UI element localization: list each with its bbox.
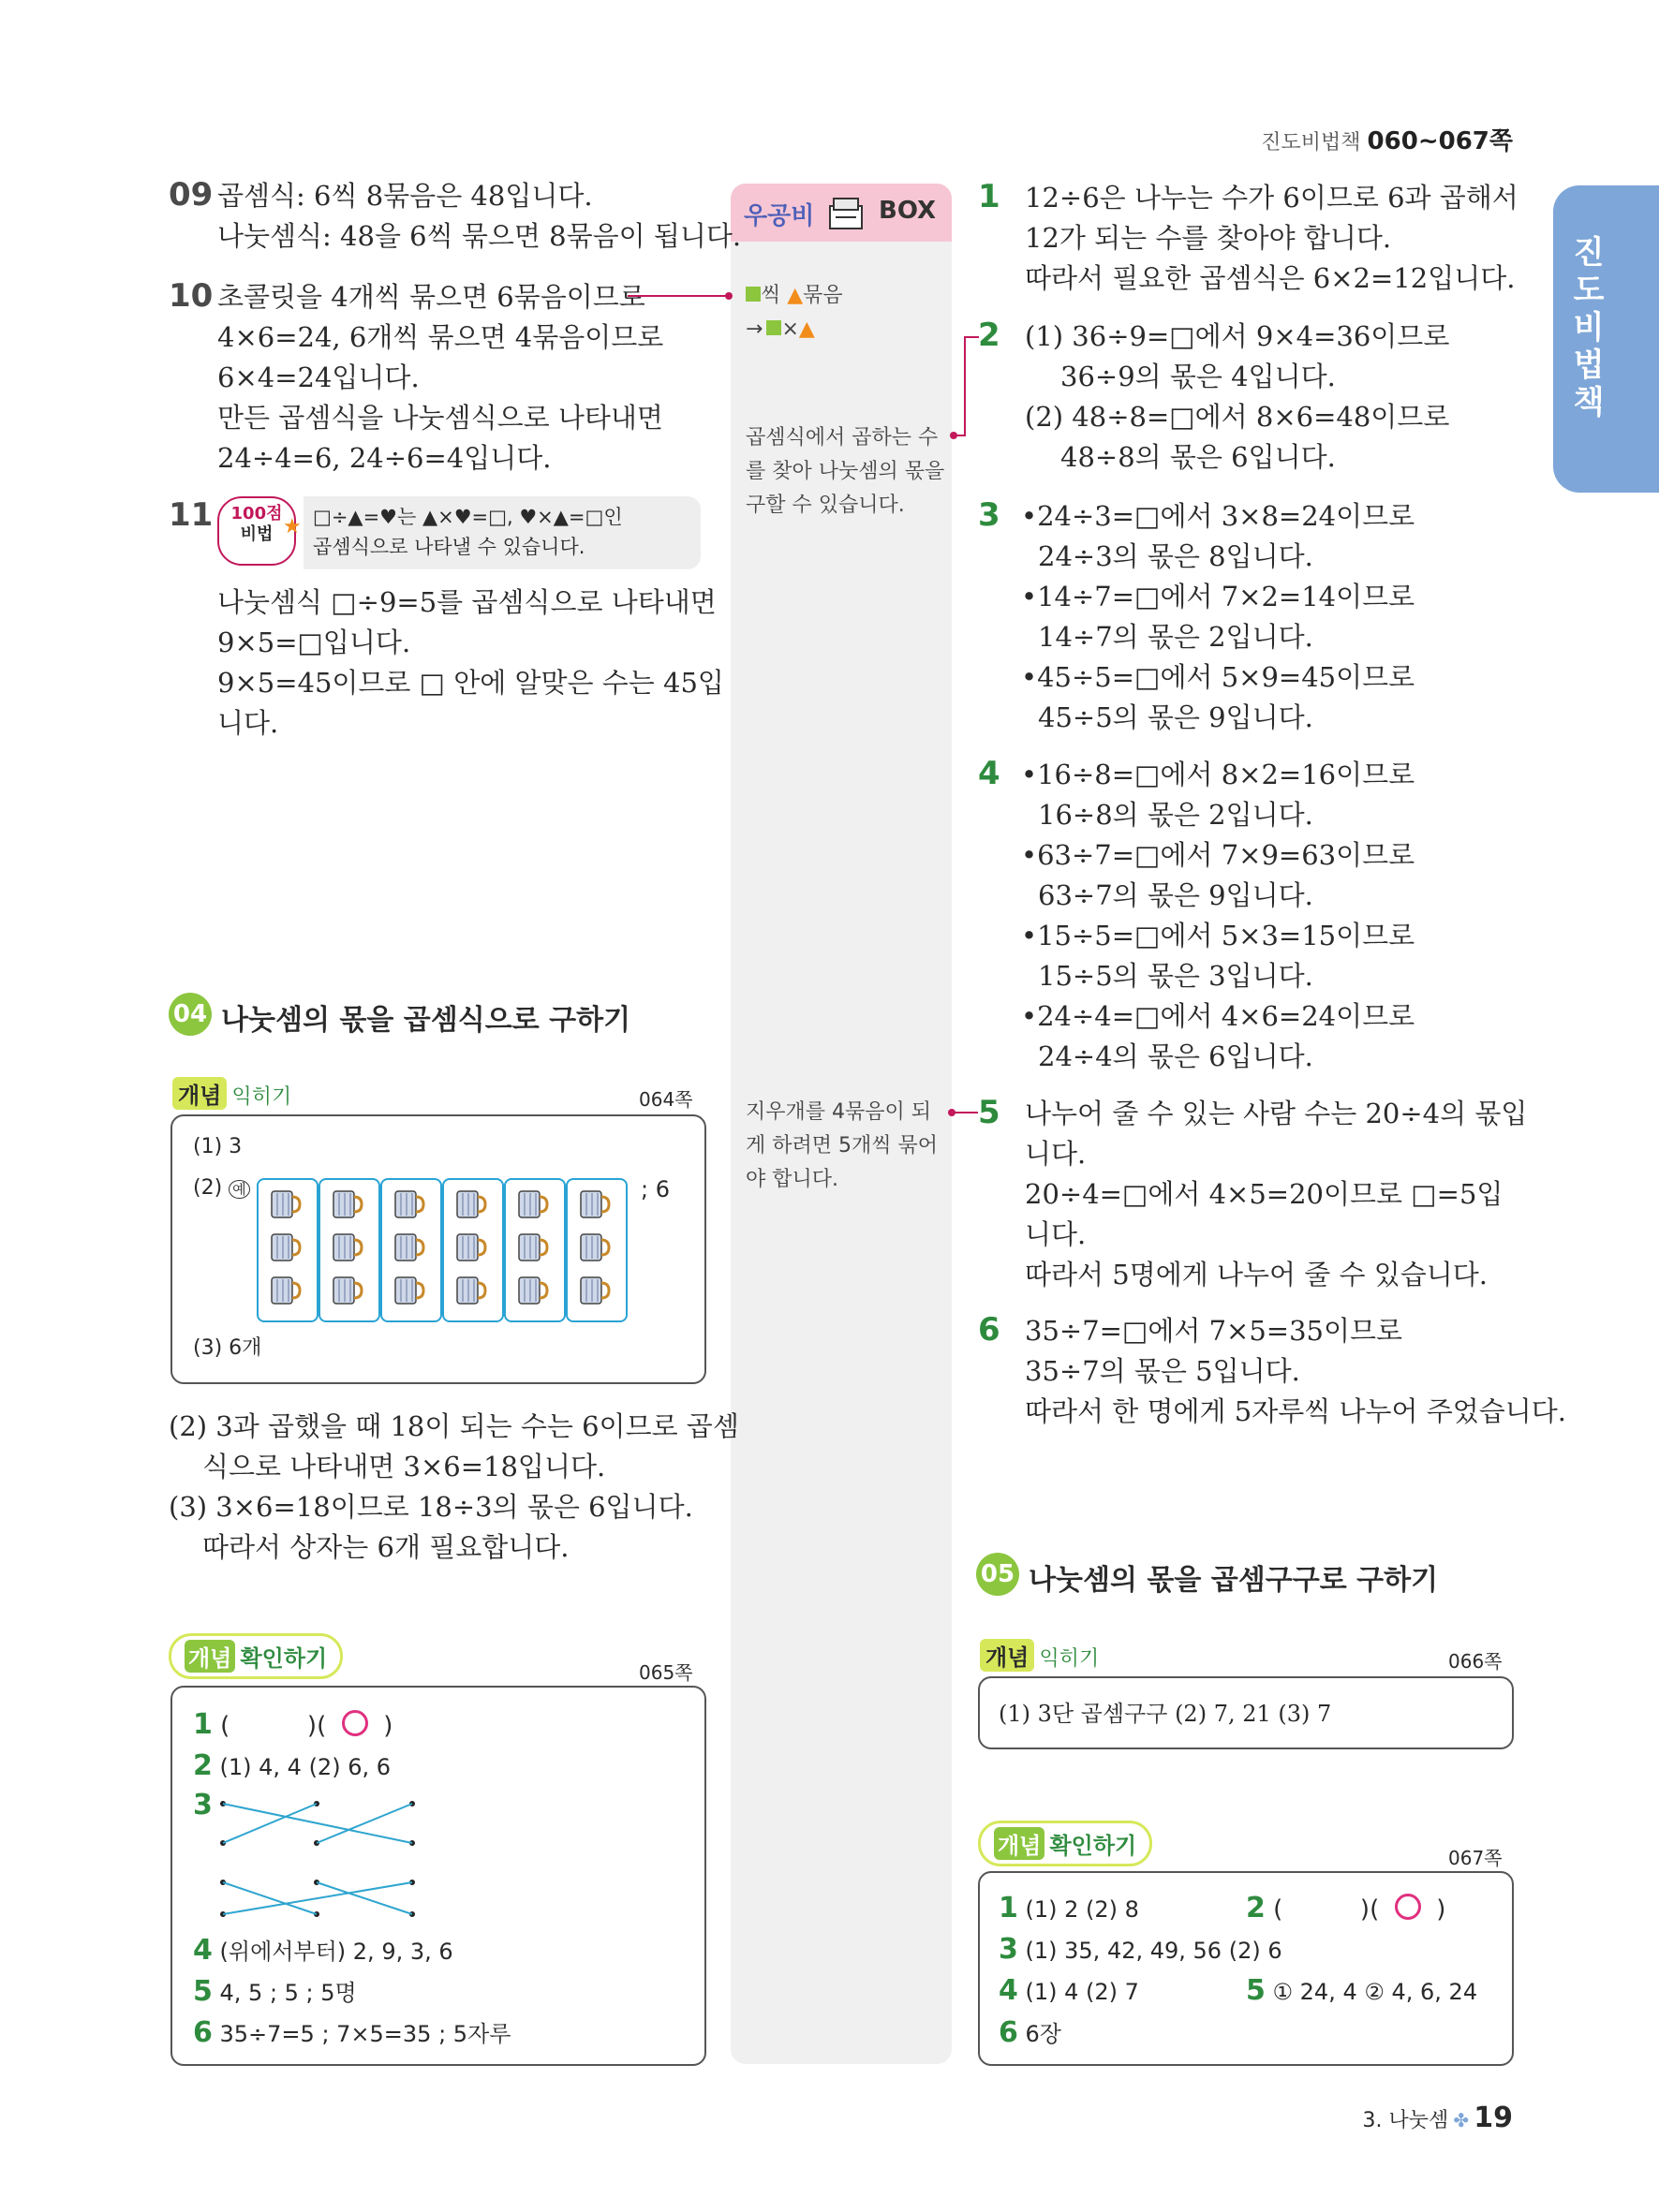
item-text: (1) 4 (2) 7	[1025, 1979, 1139, 2005]
text-line: 니다.	[1025, 1138, 1087, 1170]
circle-mark	[342, 1710, 368, 1736]
text-line: 48÷8의 몫은 6입니다.	[1060, 441, 1336, 473]
cup-icon	[332, 1231, 363, 1264]
text-line: 24÷4=6, 24÷6=4입니다.	[217, 442, 552, 474]
item-text: ① 24, 4 ② 4, 6, 24	[1272, 1979, 1478, 2005]
item-number: 1	[193, 1708, 213, 1741]
text-line: 14÷7의 몫은 2입니다.	[1038, 621, 1313, 653]
note1-c: →	[746, 317, 763, 341]
q2-number: 2	[978, 317, 1000, 354]
text-line: 따라서 한 명에게 5자루씩 나누어 주었습니다.	[1025, 1395, 1567, 1427]
q10-number: 10	[169, 277, 214, 315]
text-line: 나누어 줄 수 있는 사람 수는 20÷4의 몫입	[1025, 1098, 1528, 1129]
box065-tag	[169, 1633, 343, 1679]
text-line: 4×6=24, 6개씩 묶으면 4묶음이므로	[217, 321, 664, 353]
q5-number: 5	[978, 1094, 1000, 1131]
middle-title-box: BOX	[879, 197, 937, 225]
text-line: 63÷7의 몫은 9입니다.	[1038, 879, 1313, 911]
text-line: 36÷9의 몫은 4입니다.	[1060, 361, 1336, 392]
star-icon: ★	[283, 515, 302, 538]
q09-number: 09	[169, 176, 214, 214]
text-line: 따라서 상자는 6개 필요합니다.	[202, 1531, 570, 1563]
box067	[978, 1871, 1514, 2066]
page-ref-label: 진도비법책	[1261, 131, 1361, 155]
cup-group	[380, 1178, 442, 1322]
text-line: 나눗셈식 □÷9=5를 곱셈식으로 나타내면	[217, 586, 717, 618]
text-line: 초콜릿을 4개씩 묶으면 6묶음이므로	[217, 281, 645, 313]
text-line: •63÷7=□에서 7×9=63이므로	[1021, 839, 1415, 871]
item-text: (1) 4, 4 (2) 6, 6	[219, 1754, 391, 1780]
tip-text	[304, 496, 701, 569]
tip-box	[217, 496, 704, 573]
badge-top: 100점	[230, 504, 283, 524]
box065-page: 065쪽	[639, 1661, 693, 1684]
text-line: 만든 곱셈식을 나눗셈식으로 나타내면	[217, 402, 663, 434]
note-line: 구할 수 있습니다.	[746, 494, 905, 517]
example-mark: 예	[229, 1180, 250, 1199]
item-number: 2	[193, 1749, 213, 1782]
item-text: )	[367, 1712, 393, 1740]
note1-a: 씩	[761, 284, 788, 307]
cup-icon	[270, 1231, 302, 1264]
page-number: 19	[1474, 2101, 1513, 2134]
text-line: •24÷3=□에서 3×8=24이므로	[1021, 500, 1415, 532]
text-line: 따라서 필요한 곱셈식은 6×2=12입니다.	[1025, 262, 1516, 294]
text-line: (2) 48÷8=□에서 8×6=48이므로	[1025, 401, 1450, 433]
text-line: 식으로 나타내면 3×6=18입니다.	[202, 1451, 606, 1482]
text-line: 12÷6은 나누는 수가 6이므로 6과 곱해서	[1025, 182, 1518, 214]
cup-group	[566, 1178, 628, 1322]
cup-icon	[517, 1274, 549, 1307]
note1-d: ×	[781, 317, 799, 341]
note-line: 를 찾아 나눗셈의 몫을	[746, 460, 945, 483]
cup-group	[257, 1178, 318, 1322]
box064-explanation	[169, 1407, 739, 1568]
cup-icon	[455, 1187, 487, 1221]
tag-check: 확인하기	[240, 1645, 328, 1672]
answer-3: (3) 6개	[193, 1336, 262, 1360]
badge-bottom: 비법	[240, 524, 274, 544]
diamond-icon: ✤	[1453, 2109, 1470, 2131]
text-line: 나눗셈식: 48을 6씩 묶으면 8묶음이 됩니다.	[217, 220, 742, 252]
item-number: 1	[999, 1892, 1018, 1924]
box066-page: 066쪽	[1448, 1650, 1503, 1673]
box066-tag	[980, 1639, 1099, 1672]
cup-icon	[517, 1231, 549, 1264]
item-text: (1) 35, 42, 49, 56 (2) 6	[1025, 1938, 1282, 1964]
text-line: 24÷3의 몫은 8입니다.	[1038, 540, 1313, 572]
tag-check: 확인하기	[1049, 1833, 1137, 1859]
side-tab-char: 법	[1573, 347, 1605, 384]
footer	[1363, 2101, 1513, 2134]
text-line: 따라서 5명에게 나누어 줄 수 있습니다.	[1025, 1259, 1488, 1290]
section-title: 나눗셈의 몫을 곱셈식으로 구하기	[221, 1004, 631, 1037]
answer: (1) 3단 곱셈구구 (2) 7, 21 (3) 7	[999, 1701, 1332, 1727]
text-line: •24÷4=□에서 4×6=24이므로	[1021, 1000, 1415, 1032]
item-number: 5	[193, 1975, 213, 2008]
tag-practice: 익히기	[231, 1085, 292, 1109]
item-text: (위에서부터) 2, 9, 3, 6	[219, 1939, 453, 1965]
tag-concept: 개념	[994, 1827, 1044, 1860]
cup-icon	[393, 1187, 425, 1221]
item-text: ( )(	[220, 1712, 342, 1740]
circle-mark	[1395, 1894, 1421, 1920]
item-text: )	[1420, 1895, 1446, 1924]
section-number: 04	[169, 993, 212, 1036]
q4-number: 4	[978, 755, 1000, 792]
cup-icon	[270, 1187, 302, 1221]
item-number: 5	[1246, 1974, 1266, 2007]
tag-concept: 개념	[980, 1639, 1034, 1672]
side-tab-char: 책	[1573, 384, 1605, 421]
text-line: (2) 3과 곱했을 때 18이 되는 수는 6이므로 곱셈	[169, 1410, 739, 1442]
item-text: 6장	[1025, 2021, 1061, 2047]
tag-concept: 개념	[185, 1640, 235, 1673]
cup-group	[442, 1178, 504, 1322]
page-ref-range: 060~067쪽	[1367, 127, 1513, 155]
note-line: 야 합니다.	[746, 1168, 838, 1191]
side-tab-char: 비	[1573, 309, 1605, 347]
text-line: 12가 되는 수를 찾아야 합니다.	[1025, 222, 1392, 254]
item-number: 4	[999, 1974, 1018, 2007]
cup-group	[318, 1178, 380, 1322]
cup-icon	[455, 1231, 487, 1264]
note-line: 지우개를 4묶음이 되	[746, 1100, 931, 1124]
cup-icon	[579, 1231, 611, 1264]
text-line: 니다.	[217, 707, 279, 739]
text-line: 곱셈식: 6씩 8묶음은 48입니다.	[217, 180, 593, 212]
matching-lines-2	[219, 1798, 463, 1922]
tag-concept: 개념	[172, 1077, 227, 1110]
text-line: 9×5=□입니다.	[217, 627, 411, 658]
box066	[978, 1676, 1514, 1749]
box067-tag	[978, 1821, 1152, 1866]
tip-line: □÷▲=♥는 ▲×♥=□, ♥×▲=□인	[313, 506, 623, 528]
text-line: 16÷8의 몫은 2입니다.	[1038, 799, 1313, 831]
text-line: 35÷7의 몫은 5입니다.	[1025, 1355, 1300, 1387]
text-line: (3) 3×6=18이므로 18÷3의 몫은 6입니다.	[169, 1491, 693, 1523]
text-line: 9×5=45이므로 □ 안에 알맞은 수는 45입	[217, 667, 724, 699]
section-number: 05	[976, 1553, 1019, 1596]
footer-chapter: 3. 나눗셈	[1362, 2109, 1449, 2132]
box065	[170, 1686, 706, 2066]
q11-number: 11	[169, 496, 214, 534]
text-line: 35÷7=□에서 7×5=35이므로	[1025, 1315, 1403, 1347]
answer-1: (1) 3	[193, 1135, 243, 1158]
item-number: 3	[193, 1789, 213, 1821]
note-line: 곱셈식에서 곱하는 수	[746, 426, 939, 450]
cup-icon	[517, 1187, 549, 1221]
cup-icon	[393, 1274, 425, 1307]
item-text: (1) 2 (2) 8	[1025, 1896, 1139, 1923]
text-line: •14÷7=□에서 7×2=14이므로	[1021, 581, 1415, 612]
cup-group	[504, 1178, 566, 1322]
q6-number: 6	[978, 1311, 1000, 1349]
text-line: 45÷5의 몫은 9입니다.	[1038, 701, 1313, 733]
text-line: 20÷4=□에서 4×5=20이므로 □=5입	[1025, 1178, 1503, 1210]
side-tab-char: 진	[1573, 234, 1605, 272]
answer-2-label	[193, 1176, 250, 1200]
cup-icon	[393, 1231, 425, 1264]
text-line: 니다.	[1025, 1218, 1087, 1250]
item-number: 6	[193, 2016, 213, 2049]
box067-page: 067쪽	[1448, 1847, 1503, 1869]
item-number: 3	[999, 1933, 1018, 1966]
note1-b: 묶음	[803, 284, 843, 307]
a2-label: (2)	[193, 1176, 223, 1200]
tag-practice: 익히기	[1039, 1647, 1100, 1671]
cup-icon	[579, 1187, 611, 1221]
item-text: 4, 5 ; 5 ; 5명	[219, 1980, 357, 2006]
item-text: 35÷7=5 ; 7×5=35 ; 5자루	[219, 2021, 511, 2047]
item-text: ( )(	[1273, 1895, 1395, 1924]
text-line: •15÷5=□에서 5×3=15이므로	[1021, 920, 1415, 951]
cup-icon	[579, 1274, 611, 1307]
text-line: 24÷4의 몫은 6입니다.	[1038, 1040, 1313, 1072]
text-line: •45÷5=□에서 5×9=45이므로	[1021, 661, 1415, 693]
text-line: 15÷5의 몫은 3입니다.	[1038, 960, 1313, 992]
section-title: 나눗셈의 몫을 곱셈구구로 구하기	[1029, 1564, 1439, 1597]
answer-2-tail: ; 6	[641, 1176, 670, 1202]
box064	[170, 1114, 706, 1384]
box064-page: 064쪽	[639, 1088, 693, 1111]
text-line: (1) 36÷9=□에서 9×4=36이므로	[1025, 320, 1450, 352]
item-number: 4	[193, 1934, 213, 1967]
triangle-icon: ▲	[787, 284, 804, 307]
q3-number: 3	[978, 496, 1000, 534]
triangle-icon: ▲	[798, 317, 815, 341]
item-number: 2	[1246, 1892, 1266, 1924]
box064-tag	[172, 1077, 291, 1110]
text-line: 6×4=24입니다.	[217, 361, 420, 393]
text-line: •16÷8=□에서 8×2=16이므로	[1021, 759, 1415, 790]
cup-icon	[270, 1274, 302, 1307]
side-tab-char: 도	[1573, 272, 1605, 309]
middle-title: 우공비	[744, 202, 815, 230]
note-line: 게 하려면 5개씩 묶어	[746, 1134, 938, 1158]
cup-icon	[455, 1274, 487, 1307]
cup-icon	[332, 1187, 363, 1221]
tip-line: 곱셈식으로 나타낼 수 있습니다.	[313, 536, 585, 558]
cup-icon	[332, 1274, 363, 1307]
item-number: 6	[999, 2016, 1018, 2049]
q1-number: 1	[978, 178, 1000, 215]
